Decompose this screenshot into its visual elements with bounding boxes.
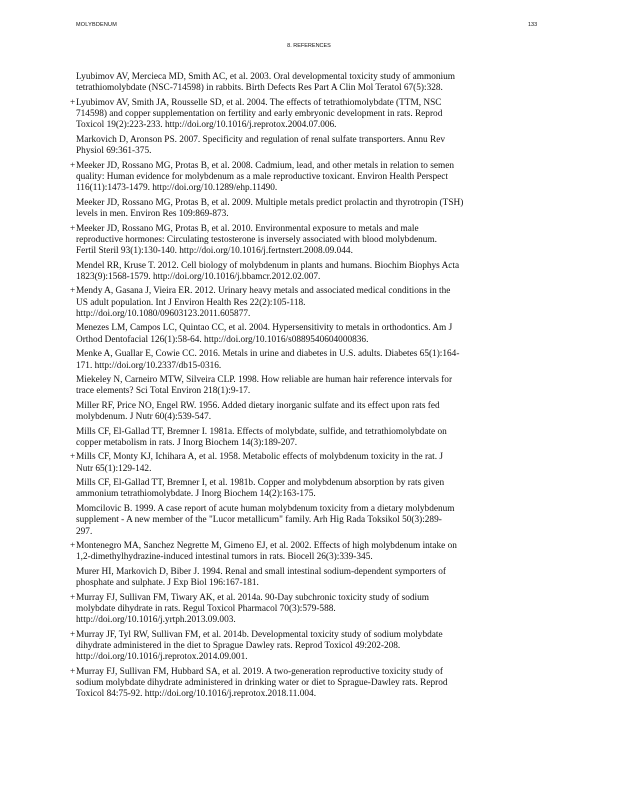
reference-line: copper metabolism in rats. J Inorg Biochem 14(3):189-207. [76, 437, 298, 448]
reference-line: supplement - A new member of the "Lucor metallicum" family. Arh Hig Rada Toksikol 50(3):289- [76, 515, 442, 526]
reference-list [70, 72, 556, 704]
reference-line: http://doi.org/10.1080/09603123.2011.605877. [76, 308, 251, 319]
reference-entry [76, 198, 556, 221]
reference-entry [76, 261, 556, 284]
reference-line: levels in men. Environ Res 109:869-873. [76, 209, 229, 220]
reference-line: Montenegro MA, Sanchez Negrette M, Gimeno EJ, et al. 2002. Effects of high molybdenum intake on [76, 540, 457, 551]
reference-line: Menke A, Guallar E, Cowie CC. 2016. Metals in urine and diabetes in U.S. adults. Diabetes 65(1):164- [76, 349, 460, 360]
reference-line: Markovich D, Aronson PS. 2007. Specificity and regulation of renal sulfate transporters. Annu Rev [76, 134, 445, 145]
reference-line: trace elements? Sci Total Environ 218(1):9-17. [76, 386, 251, 397]
reference-line: Murray FJ, Sullivan FM, Hubbard SA, et al. 2019. A two-generation reproductive toxicity study of [76, 666, 443, 677]
page-number: 133 [528, 22, 538, 28]
reference-marker: + [70, 452, 76, 463]
reference-line: sodium molybdate dihydrate administered in drinking water or diet to Sprague-Dawley rats. Reprod [76, 678, 448, 688]
reference-line: ammonium tetrathiomolybdate. J Inorg Biochem 14(2):163-175. [76, 489, 316, 500]
reference-marker: + [70, 97, 76, 108]
reference-line: dihydrate administered in the diet to Sprague Dawley rats. Reprod Toxicol 49:202-208. [76, 640, 401, 651]
reference-line: Menezes LM, Campos LC, Quintao CC, et al. 2004. Hypersensitivity to metals in orthodontics. Am J [76, 323, 453, 334]
reference-entry [76, 567, 556, 590]
reference-entry [70, 452, 556, 475]
reference-line: Mendy A, Gasana J, Vieira ER. 2012. Urinary heavy metals and associated medical conditions in the [76, 286, 451, 297]
reference-marker: + [70, 629, 76, 640]
reference-line: Miller RF, Price NO, Engel RW. 1956. Added dietary inorganic sulfate and its effect upon rats fed [76, 400, 440, 411]
reference-entry [70, 223, 556, 258]
reference-line: Meeker JD, Rossano MG, Protas B, et al. 2010. Environmental exposure to metals and male [76, 223, 419, 234]
reference-entry [76, 375, 556, 398]
reference-line: 297. [76, 526, 93, 537]
reference-line: Meeker JD, Rossano MG, Protas B, et al. 2008. Cadmium, lead, and other metals in relation to semen [76, 160, 455, 171]
reference-line: quality: Human evidence for molybdenum as a male reproductive toxicant. Environ Health Perspect [76, 171, 449, 182]
reference-line: Mills CF, El-Gallad TT, Bremner I. 1981a. Effects of molybdate, sulfide, and tetrathiomolybdate on [76, 426, 447, 437]
reference-entry [76, 72, 556, 95]
reference-line: Miekeley N, Carneiro MTW, Silveira CLP. 1998. How reliable are human hair reference intervals for [76, 375, 453, 385]
reference-line: reproductive hormones: Circulating testosterone is inversely associated with blood molybdenum. [76, 234, 437, 245]
reference-marker: + [70, 666, 76, 677]
reference-entry [70, 97, 556, 132]
reference-line: Orthod Dentofacial 126(1):58-64. http://doi.org/10.1016/s0889540604000836. [76, 334, 369, 345]
reference-entry [70, 286, 556, 320]
reference-entry [76, 427, 556, 450]
reference-line: 116(11):1473-1479. http://doi.org/10.1289/ehp.11490. [76, 183, 278, 194]
reference-line: 1823(9):1568-1579. http://doi.org/10.1016/j.bbamcr.2012.02.007. [76, 271, 321, 282]
reference-line: Toxicol 84:75-92. http://doi.org/10.1016/j.reprotox.2018.11.004. [76, 689, 317, 700]
reference-line: Fertil Steril 93(1):130-140. http://doi.org/10.1016/j.fertnstert.2008.09.044. [76, 246, 353, 257]
reference-entry [70, 592, 556, 627]
section-heading: 8. REFERENCES [287, 43, 331, 49]
reference-line: Lyubimov AV, Smith JA, Rousselle SD, et al. 2004. The effects of tetrathiomolybdate (TTM, NSC [76, 97, 442, 108]
reference-line: Meeker JD, Rossano MG, Protas B, et al. 2009. Multiple metals predict prolactin and thyrotropin (TSH) [76, 197, 464, 208]
reference-entry [76, 504, 556, 538]
reference-line: Lyubimov AV, Mercieca MD, Smith AC, et al. 2003. Oral developmental toxicity study of ammonium [76, 72, 455, 82]
reference-line: Momcilovic B. 1999. A case report of acute human molybdenum toxicity from a dietary molybdenum [76, 503, 455, 514]
reference-line: http://doi.org/10.1016/j.yrtph.2013.09.003. [76, 615, 236, 626]
reference-line: phosphate and sulphate. J Exp Biol 196:167-181. [76, 578, 259, 589]
reference-line: Mills CF, El-Gallad TT, Bremner I, et al. 1981b. Copper and molybdenum absorption by rats given [76, 478, 445, 489]
reference-marker: + [70, 286, 76, 297]
reference-entry [70, 629, 556, 664]
reference-line: Nutr 65(1):129-142. [76, 463, 152, 474]
reference-line: 714598) and copper supplementation on fertility and early embryonic development in rats. Reprod [76, 109, 443, 120]
reference-entry [76, 401, 556, 424]
reference-entry [70, 666, 556, 701]
reference-entry [76, 135, 556, 158]
reference-line: Physiol 69:361-375. [76, 146, 152, 157]
reference-marker: + [70, 540, 76, 551]
reference-line: molybdenum. J Nutr 60(4):539-547. [76, 412, 212, 423]
reference-entry [76, 323, 556, 346]
reference-marker: + [70, 592, 76, 603]
reference-line: tetrathiomolybdate (NSC-714598) in rabbits. Birth Defects Res Part A Clin Mol Teratol 67(5):328. [76, 83, 443, 94]
reference-line: 171. http://doi.org/10.2337/db15-0316. [76, 360, 222, 371]
reference-line: 1,2-dimethylhydrazine-induced intestinal tumors in rats. Biocell 26(3):339-345. [76, 552, 373, 563]
reference-line: Mills CF, Monty KJ, Ichihara A, et al. 1958. Metabolic effects of molybdenum toxicity in the rat. J [76, 452, 444, 463]
reference-entry [70, 160, 556, 195]
reference-line: molybdate dihydrate in rats. Regul Toxicol Pharmacol 70(3):579-588. [76, 603, 336, 614]
reference-line: Murray FJ, Sullivan FM, Tiwary AK, et al. 2014a. 90-Day subchronic toxicity study of sodium [76, 592, 430, 603]
reference-line: US adult population. Int J Environ Health Res 22(2):105-118. [76, 297, 306, 308]
reference-line: Murray JF, Tyl RW, Sullivan FM, et al. 2014b. Developmental toxicity study of sodium molybdate [76, 629, 443, 640]
running-header-title: MOLYBDENUM [76, 22, 118, 28]
reference-line: Toxicol 19(2):223-233. http://doi.org/10.1016/j.reprotox.2004.07.006. [76, 120, 337, 131]
reference-line: Murer HI, Markovich D, Biber J. 1994. Renal and small intestinal sodium-dependent symporters of [76, 566, 446, 577]
reference-entry [70, 540, 556, 564]
reference-line: Mendel RR, Kruse T. 2012. Cell biology of molybdenum in plants and humans. Biochim Biophys Acta [76, 260, 460, 271]
reference-marker: + [70, 223, 76, 234]
reference-line: http://doi.org/10.1016/j.reprotox.2014.09.001. [76, 652, 248, 663]
reference-marker: + [70, 160, 76, 171]
reference-entry [76, 349, 556, 372]
reference-entry [76, 478, 556, 501]
